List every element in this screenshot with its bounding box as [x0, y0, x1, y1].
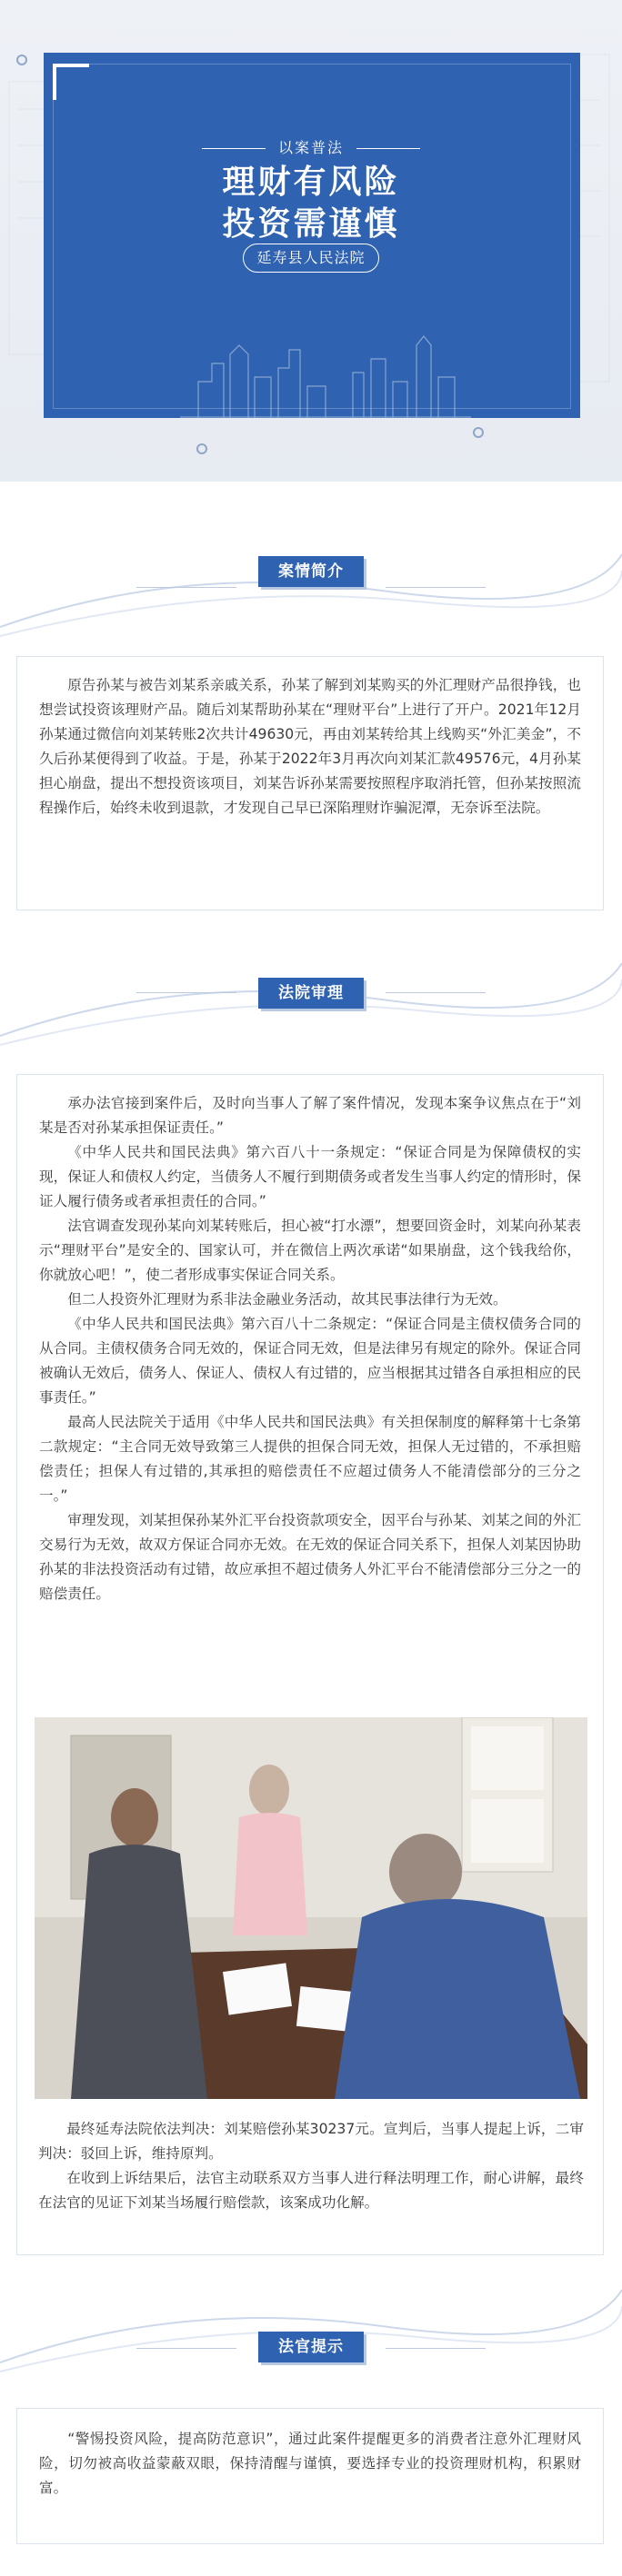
section-divider — [386, 992, 486, 993]
city-skyline-graphic — [44, 327, 580, 418]
decor-circle — [16, 55, 27, 65]
review-paragraph: 但二人投资外汇理财为系非法金融业务活动，故其民事法律行为无效。 — [67, 1291, 507, 1308]
section-divider — [136, 992, 236, 993]
review-paragraph: 《中华人民共和国民法典》第六百八十二条规定：“保证合同是主债权债务合同的从合同。主债权债务合同无效的，保证合同无效，但是法律另有规定的除外。保证合同被确认无效后，债务人、保证人、债权人有过错的，应当根据其过错各自承担相应的民事责任。” — [39, 1316, 581, 1406]
case-summary-paragraph: 原告孙某与被告刘某系亲戚关系，孙某了解到刘某购买的外汇理财产品很挣钱，也想尝试投资该理财产品。随后刘某帮助孙某在“理财平台”上进行了开户。2021年12月孙某通过微信向刘某转账2次共计49630元，再由刘某转给其上线购买“外汇美金”，不久后孙某便得到了收益。于是，孙某于2022年3月再次向刘某汇款49576元，4月孙某担心崩盘，提出不想投资该项目，刘某告诉孙某需要按照程序取消托管，但孙某按照流程操作后，始终未收到退款，才发现自己早已深陷理财诈骗泥潭，无奈诉至法院。 — [39, 677, 581, 816]
photo-illustration — [35, 1717, 587, 2099]
hero-title-line2: 投资需谨慎 — [222, 205, 400, 243]
review-paragraph: 承办法官接到案件后，及时向当事人了解了案件情况，发现本案争议焦点在于“刘某是否对孙某承担保证责任。” — [39, 1095, 581, 1136]
hero-corner-mark — [53, 64, 89, 100]
section-title-judge-tip: 法官提示 — [258, 2332, 364, 2362]
section-wave-decor — [0, 2281, 622, 2381]
hero-title-line1: 理财有风险 — [222, 164, 400, 201]
verdict-text-block — [38, 2117, 584, 2215]
section-title-case-summary: 案情简介 — [258, 556, 364, 587]
verdict-paragraph: 最终延寿法院依法判决：刘某赔偿孙某30237元。宣判后，当事人提起上诉，二审判决：驳回上诉，维持原判。 — [38, 2121, 584, 2162]
hero-banner — [0, 0, 622, 482]
case-summary-box — [16, 656, 604, 910]
court-name-badge: 延寿县人民法院 — [243, 244, 379, 273]
decor-circle — [473, 427, 484, 438]
hero-tag: 以案普法 — [0, 136, 622, 157]
section-title-court-review: 法院审理 — [258, 978, 364, 1009]
judge-tip-box — [16, 2408, 604, 2544]
judge-tip-paragraph: “警惕投资风险，提高防范意识”，通过此案件提醒更多的消费者注意外汇理财风险，切勿被高收益蒙蔽双眼，保持清醒与谨慎，要选择专业的投资理财机构，积累财富。 — [39, 2431, 581, 2496]
section-divider — [386, 587, 486, 588]
review-paragraph: 法官调查发现孙某向刘某转账后，担心被“打水漂”，想要回资金时，刘某向孙某表示“理财平台”是安全的、国家认可，并在微信上两次承诺“如果崩盘，这个钱我给你，你就放心吧！”，使二者形成事实保证合同关系。 — [39, 1218, 581, 1283]
review-paragraph: 最高人民法院关于适用《中华人民共和国民法典》有关担保制度的解释第十七条第二款规定：“主合同无效导致第三人提供的担保合同无效，担保人无过错的，不承担赔偿责任；担保人有过错的,其承担的赔偿责任不应超过债务人不能清偿部分的三分之一。” — [39, 1414, 581, 1504]
court-mediation-photo — [35, 1717, 587, 2099]
decor-circle — [196, 443, 207, 454]
review-paragraph: 《中华人民共和国民法典》第六百八十一条规定：“保证合同是为保障债权的实现，保证人和债权人约定，当债务人不履行到期债务或者发生当事人约定的情形时，保证人履行债务或者承担责任的合同。” — [39, 1144, 581, 1209]
review-paragraph: 审理发现，刘某担保孙某外汇平台投资款项安全，因平台与孙某、刘某之间的外汇交易行为无效，故双方保证合同亦无效。在无效的保证合同关系下，担保人刘某因协助孙某的非法投资活动有过错，故应承担不超过债务人外汇平台不能清偿部分三分之一的赔偿责任。 — [39, 1512, 581, 1602]
section-divider — [386, 2348, 486, 2349]
verdict-paragraph: 在收到上诉结果后，法官主动联系双方当事人进行释法明理工作，耐心讲解，最终在法官的见证下刘某当场履行赔偿款，该案成功化解。 — [38, 2170, 584, 2211]
section-divider — [136, 2348, 236, 2349]
section-divider — [136, 587, 236, 588]
